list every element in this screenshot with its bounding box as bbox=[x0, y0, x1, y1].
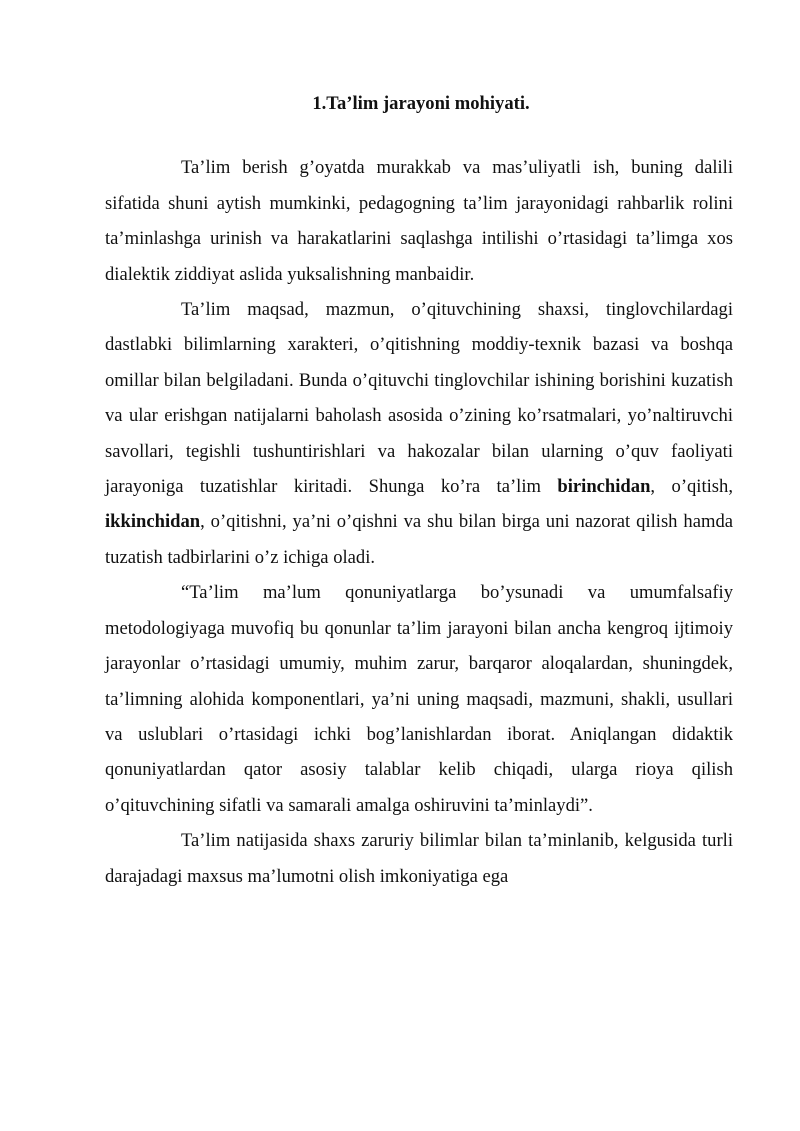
paragraph-1: Ta’lim berish g’oyatda murakkab va mas’uliyatli ish, buning dalili sifatida shuni aytish mumkinki, pedagogning ta’lim jarayonidagi rahbarlik rolini ta’minlashga urinish va harakatlarini saqlashga intilishi o’rtasidagi ta’limga xos dialektik ziddiyat aslida yuksalishning manbaidir. bbox=[105, 157, 733, 285]
paragraph-2-text-a: Ta’lim maqsad, mazmun, o’qituvchining shaxsi, tinglovchilardagi dastlabki bilimlarning xarakteri, o’qitishning moddiy-texnik bazasi va boshqa omillar bilan belgiladani. Bunda o’qituvchi tinglovchilar ishining borishini kuzatish va ular erishgan natijalarni baholash asosida o’zining ko’rsatmalari, yo’naltiruvchi savollari, tegishli tushuntirishlari va hakozalar bilan ularning o’quv faoliyati jarayoniga tuzatishlar kiritadi. Shunga ko’ra ta’lim bbox=[105, 299, 733, 498]
bold-term-ikkinchidan: ikkinchidan bbox=[105, 511, 201, 533]
bold-term-birinchidan: birinchidan bbox=[557, 476, 651, 498]
paragraph-2 bbox=[105, 292, 733, 575]
document-page bbox=[105, 86, 733, 894]
paragraph-3-quote: “Ta’lim ma’lum qonuniyatlarga bo’ysunadi va umumfalsafiy metodologiyaga muvofiq bu qonunlar ta’lim jarayoni bilan ancha kengroq ijtimoiy jarayonlar o’rtasidagi umumiy, muhim zarur, barqaror aloqalardan, shuningdek, ta’limning alohida komponentlari, ya’ni uning maqsadi, mazmuni, shakli, usullari va uslublari o’rtasidagi ichki bog’lanishlardan iborat. Aniqlangan didaktik qonuniyatlardan qator asosiy talablar kelib chiqadi, ularga rioya qilish o’qituvchining sifatli va samarali amalga oshiruvini ta’minlaydi”. bbox=[105, 582, 733, 816]
paragraph-4: Ta’lim natijasida shaxs zaruriy bilimlar bilan ta’minlanib, kelgusida turli darajadagi maxsus ma’lumotni olish imkoniyatiga ega bbox=[105, 830, 733, 887]
paragraph-2-text-b: , o’qitish, bbox=[650, 476, 733, 498]
paragraph-2-text-c: , o’qitishni, ya’ni o’qishni va shu bilan birga uni nazorat qilish hamda tuzatish tadbirlarini o’z ichiga oladi. bbox=[105, 511, 733, 568]
page-title: 1.Ta’lim jarayoni mohiyati. bbox=[312, 93, 530, 114]
